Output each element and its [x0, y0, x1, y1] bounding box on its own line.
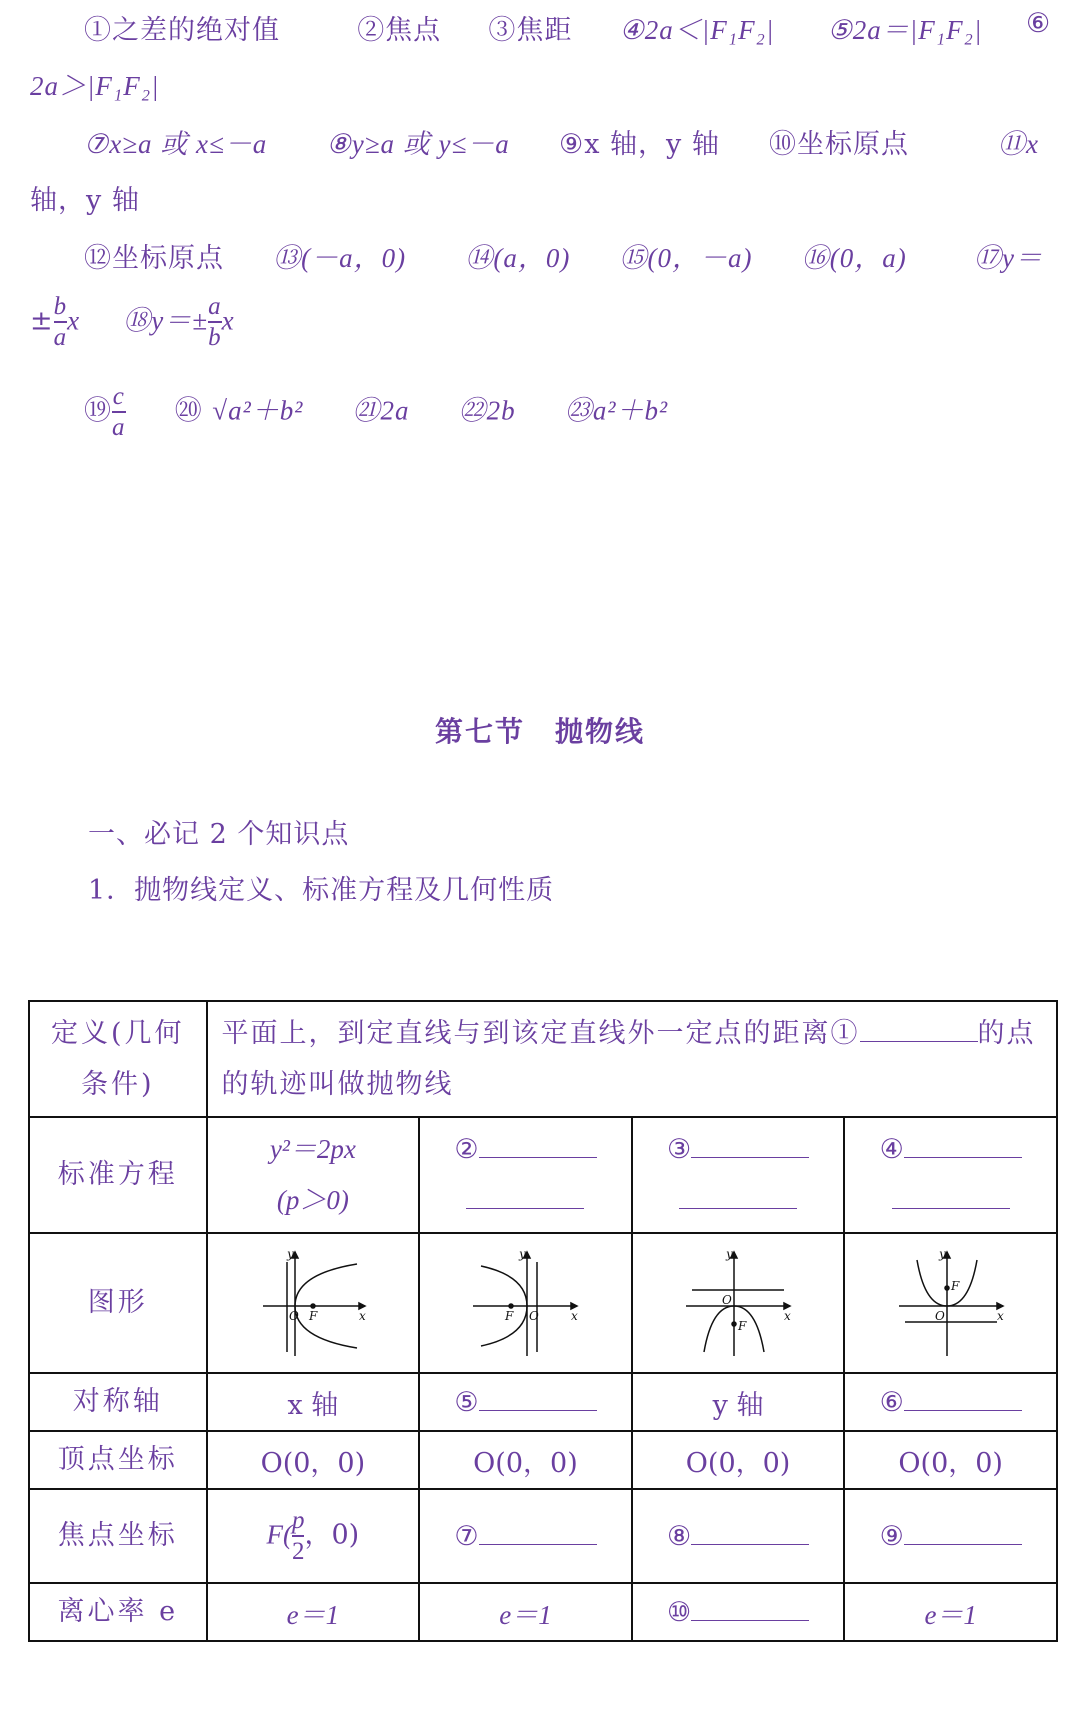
equation-cell-3 [632, 1117, 845, 1233]
denominator: a [112, 414, 126, 441]
row-label-equation: 标准方程 [29, 1117, 207, 1233]
numerator: a [208, 293, 222, 320]
ecc-cell-4: e＝1 [844, 1583, 1057, 1641]
answer-10: ⑩坐标原点 [769, 129, 910, 160]
focus-cell-4 [844, 1489, 1057, 1583]
parabola-properties-table [28, 1000, 1058, 1642]
answer-20: √a²＋b² [212, 395, 304, 426]
blank-10[interactable] [691, 1598, 809, 1621]
denominator: b [208, 324, 222, 351]
answer-11-marker: ⑪x [998, 129, 1039, 159]
fraction-c-over-a [112, 384, 126, 440]
blank-3[interactable] [691, 1135, 809, 1158]
answer-2: ②焦点 [357, 15, 442, 46]
row-label-axis: 对称轴 [29, 1373, 207, 1431]
definition-text-line2: 的轨迹叫做抛物线 [221, 1069, 454, 1100]
answer-20-marker: ⑳ [174, 395, 203, 427]
blank-2-line2[interactable] [466, 1186, 584, 1209]
axis-cell-4 [844, 1373, 1057, 1431]
equation-1-condition: (p＞0) [276, 1185, 349, 1215]
graph-opens-left [419, 1233, 632, 1373]
axis-cell-1 [207, 1373, 420, 1431]
table-row-axis [29, 1373, 1057, 1431]
parabola-down-graph [678, 1244, 798, 1362]
svg-text:x: x [996, 1309, 1004, 1323]
graph-opens-right [207, 1233, 420, 1373]
answer-6: 2a＞|F₁F₂| [30, 71, 160, 101]
equation-1: y²＝2px [269, 1133, 356, 1164]
table-row-eccentricity [29, 1583, 1057, 1641]
vertex-cell-3: O(0，0) [632, 1431, 845, 1489]
focus-cell-2 [419, 1489, 632, 1583]
svg-text:x: x [571, 1309, 579, 1323]
ecc-cell-1: e＝1 [207, 1583, 420, 1641]
blank-9-marker: ⑨ [879, 1520, 904, 1552]
blank-2-marker: ② [454, 1133, 479, 1165]
answer-9: ⑨x 轴，y 轴 [559, 129, 720, 160]
answer-22: ㉒2b [458, 395, 516, 426]
answer-21: ㉑2a [352, 395, 410, 426]
answer-line-5 [84, 236, 907, 275]
blank-5[interactable] [479, 1388, 597, 1411]
denominator: 2 [291, 1538, 305, 1565]
parabola-up-graph [891, 1244, 1011, 1362]
blank-8-marker: ⑧ [666, 1520, 692, 1552]
answer-11: 轴，y 轴 [30, 185, 140, 216]
equation-cell-1 [207, 1117, 420, 1233]
svg-text:F: F [950, 1279, 960, 1293]
row-label-graph: 图形 [29, 1233, 207, 1373]
svg-text:y: y [726, 1247, 733, 1261]
svg-text:O: O [288, 1309, 299, 1323]
heading-knowledge-points: 一、必记 2 个知识点 [88, 819, 350, 850]
row-label-eccentricity: 离心率 e [29, 1583, 207, 1641]
answer-4: ④2a＜|F₁F₂| [619, 15, 775, 45]
blank-1[interactable] [860, 1019, 978, 1042]
answer-15: ⑮(0，－a) [619, 243, 753, 273]
svg-text:y: y [938, 1247, 946, 1261]
svg-text:x: x [784, 1309, 791, 1323]
answer-16: ⑯(0，a) [801, 243, 907, 273]
answer-13: ⑬(－a，0) [273, 243, 407, 273]
axis-cell-3 [632, 1373, 845, 1431]
blank-7[interactable] [479, 1522, 597, 1545]
variable-x: x [221, 305, 235, 336]
blank-7-marker: ⑦ [454, 1520, 479, 1552]
variable-x: x [67, 305, 81, 336]
table-row-graph [29, 1233, 1057, 1373]
svg-text:y: y [286, 1247, 294, 1261]
table-row-vertex [29, 1431, 1057, 1489]
answer-1: ①之差的绝对值 [84, 15, 280, 46]
blank-6[interactable] [904, 1388, 1022, 1411]
fraction-b-over-a [54, 294, 68, 350]
section-title: 第七节 抛物线 [434, 715, 645, 748]
answer-19-marker: ⑲ [84, 395, 112, 427]
blank-4-marker: ④ [879, 1133, 904, 1165]
blank-9[interactable] [904, 1522, 1022, 1545]
blank-4[interactable] [904, 1135, 1022, 1158]
blank-4-line2[interactable] [892, 1186, 1010, 1209]
svg-text:O: O [722, 1293, 732, 1307]
answer-5: ⑤2a＝|F₁F₂| [827, 15, 983, 45]
answer-12: ⑫坐标原点 [84, 243, 224, 274]
answer-18: ⑱y＝± [123, 305, 209, 336]
answer-8: ⑧y≥a 或 y≤－a [326, 129, 510, 159]
row-label-vertex: 顶点坐标 [29, 1431, 207, 1489]
ecc-cell-3 [632, 1583, 845, 1641]
svg-text:y: y [519, 1247, 527, 1261]
answer-17-marker: ⑰y＝ [974, 243, 1043, 273]
svg-text:F: F [308, 1309, 318, 1323]
answer-7: ⑦x≥a 或 x≤－a [84, 129, 268, 159]
fraction-a-over-b [208, 294, 222, 350]
blank-2[interactable] [479, 1135, 597, 1158]
parabola-right-graph [253, 1244, 373, 1362]
answer-6-marker: ⑥ [1026, 8, 1052, 39]
answer-line-7 [84, 384, 668, 440]
answer-line-6 [30, 294, 235, 350]
heading-parabola-properties: 1．抛物线定义、标准方程及几何性质 [88, 875, 555, 906]
blank-8[interactable] [691, 1522, 809, 1545]
vertex-cell-1: O(0，0) [207, 1431, 420, 1489]
blank-6-marker: ⑥ [879, 1386, 904, 1418]
definition-text: 平面上，到定直线与到该定直线外一定点的距离① [221, 1017, 860, 1049]
numerator: p [291, 1507, 305, 1534]
definition-text-tail: 的点 [977, 1017, 1036, 1049]
plus-minus-sign: ± [30, 305, 54, 337]
axis-cell-2 [419, 1373, 632, 1431]
answer-3: ③焦距 [488, 15, 573, 46]
blank-3-line2[interactable] [679, 1186, 797, 1209]
blank-3-marker: ③ [666, 1133, 692, 1165]
blank-10-marker: ⑩ [666, 1596, 692, 1628]
svg-text:F: F [505, 1309, 514, 1323]
focus-cell-1 [207, 1489, 420, 1583]
parabola-left-graph [465, 1244, 585, 1362]
svg-text:O: O [934, 1309, 945, 1323]
answer-line-3 [84, 122, 909, 161]
focus-1-suffix: ，0) [304, 1519, 360, 1551]
svg-text:x: x [358, 1309, 366, 1323]
table-row-equation [29, 1117, 1057, 1233]
ecc-cell-2: e＝1 [419, 1583, 632, 1641]
fraction-p-over-2 [292, 1508, 305, 1564]
svg-text:F: F [738, 1319, 747, 1333]
axis-1: x 轴 [287, 1389, 339, 1421]
equation-cell-4 [844, 1117, 1057, 1233]
focus-1-prefix: F( [266, 1519, 292, 1550]
table-row-definition [29, 1001, 1057, 1117]
table-row-focus [29, 1489, 1057, 1583]
focus-cell-3 [632, 1489, 845, 1583]
row-label-definition: 定义(几何条件) [29, 1001, 207, 1117]
denominator: a [53, 324, 68, 351]
vertex-cell-4: O(0，0) [844, 1431, 1057, 1489]
answer-14: ⑭(a，0) [465, 243, 571, 273]
vertex-cell-2: O(0，0) [419, 1431, 632, 1489]
row-label-focus: 焦点坐标 [29, 1489, 207, 1583]
equation-cell-2 [419, 1117, 632, 1233]
numerator: c [112, 383, 125, 410]
answer-line-1 [84, 8, 982, 47]
graph-opens-down [632, 1233, 845, 1373]
numerator: b [53, 293, 68, 320]
definition-cell [207, 1001, 1057, 1117]
graph-opens-up [844, 1233, 1057, 1373]
blank-5-marker: ⑤ [454, 1386, 479, 1418]
svg-text:O: O [529, 1309, 540, 1323]
answer-23: ㉓a²＋b² [564, 395, 669, 426]
axis-3: y 轴 [712, 1389, 764, 1421]
